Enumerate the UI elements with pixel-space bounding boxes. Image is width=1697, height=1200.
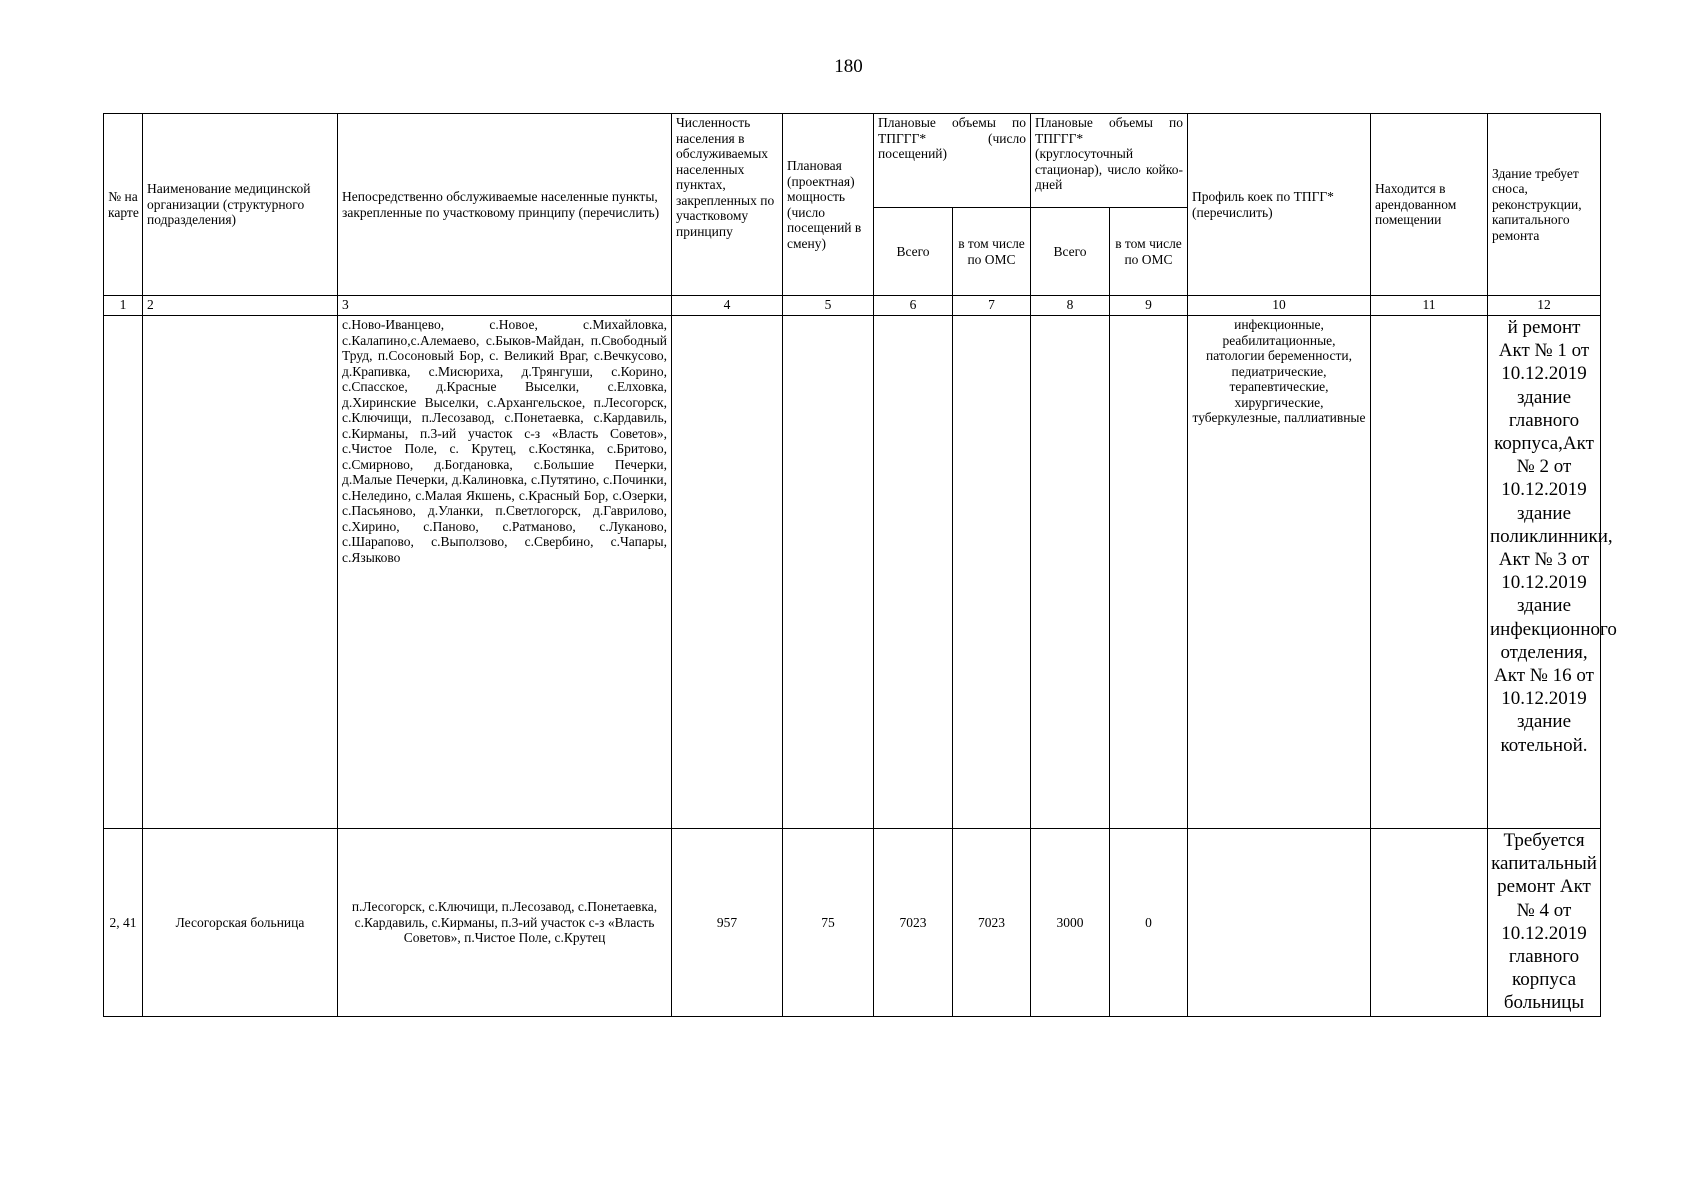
column-numbers-row xyxy=(104,296,1601,316)
cell-rented xyxy=(1371,316,1488,829)
column-number: 10 xyxy=(1188,296,1371,316)
column-number: 1 xyxy=(104,296,143,316)
cell-beds-oms xyxy=(1110,316,1188,829)
column-number: 3 xyxy=(338,296,672,316)
header-bed-day-volumes: Плановые объемы по ТПГГГ* (круглосуточный стационар), число койко-дней xyxy=(1031,114,1188,208)
header-building-state: Здание требует сноса, реконструкции, капитального ремонта xyxy=(1488,114,1601,296)
header-bed-profile: Профиль коек по ТПГГ* (перечислить) xyxy=(1188,114,1371,296)
cell-population: 957 xyxy=(672,829,783,1017)
column-number: 5 xyxy=(783,296,874,316)
medical-organizations-table xyxy=(103,113,1617,1017)
table-header-row xyxy=(104,114,1601,208)
column-number: 7 xyxy=(953,296,1031,316)
cell-beds-total: 3000 xyxy=(1031,829,1110,1017)
cell-map-number xyxy=(104,316,143,829)
header-population: Численность населения в обслуживаемых населенных пунктах, закрепленных по участковому принципу xyxy=(672,114,783,296)
cell-visits-oms xyxy=(953,316,1031,829)
cell-population xyxy=(672,316,783,829)
cell-beds-oms: 0 xyxy=(1110,829,1188,1017)
cell-building-state: Требуется капитальный ремонт Акт № 4 от 10.12.2019 главного корпуса больницы xyxy=(1488,829,1601,1017)
header-settlements: Непосредственно обслуживаемые населенные пункты, закрепленные по участковому принципу (перечислить) xyxy=(338,114,672,296)
cell-visits-oms: 7023 xyxy=(953,829,1031,1017)
cell-map-number: 2, 41 xyxy=(104,829,143,1017)
header-beds-oms: в том числе по ОМС xyxy=(1110,208,1188,296)
column-number: 12 xyxy=(1488,296,1601,316)
cell-capacity xyxy=(783,316,874,829)
header-capacity: Плановая (проектная) мощность (число посещений в смену) xyxy=(783,114,874,296)
cell-organization-name xyxy=(143,316,338,829)
page-number: 180 xyxy=(834,56,863,77)
cell-rented xyxy=(1371,829,1488,1017)
header-beds-total: Всего xyxy=(1031,208,1110,296)
column-number: 2 xyxy=(143,296,338,316)
cell-beds-total xyxy=(1031,316,1110,829)
column-number: 8 xyxy=(1031,296,1110,316)
header-organization-name: Наименование медицинской организации (структурного подразделения) xyxy=(143,114,338,296)
cell-settlements: п.Лесогорск, с.Ключищи, п.Лесозавод, с.Понетаевка, с.Кардавиль, с.Кирманы, п.3-ий участок с-з «Власть Советов», п.Чистое Поле, с.Крутец xyxy=(338,829,672,1017)
cell-organization-name: Лесогорская больница xyxy=(143,829,338,1017)
cell-capacity: 75 xyxy=(783,829,874,1017)
header-visits-oms: в том числе по ОМС xyxy=(953,208,1031,296)
cell-visits-total xyxy=(874,316,953,829)
header-map-number: № на карте xyxy=(104,114,143,296)
table-row xyxy=(104,829,1601,1017)
cell-bed-profile: инфекционные, реабилитационные, патологии беременности, педиатрические, терапевтические, хирургические, туберкулезные, паллиативные xyxy=(1188,316,1371,829)
cell-bed-profile xyxy=(1188,829,1371,1017)
column-number: 4 xyxy=(672,296,783,316)
column-number: 6 xyxy=(874,296,953,316)
column-number: 11 xyxy=(1371,296,1488,316)
cell-settlements: с.Ново-Иванцево, с.Новое, с.Михайловка, с.Калапино,с.Алемаево, с.Быков-Майдан, п.Свободный Труд, п.Сосоновый Бор, с. Великий Враг, с.Вечкусово, д.Крапивка, с.Мисюриха, д.Трянгуши, с.Корино, с.Спасское, д.Красные Выселки, с.Елховка, д.Хиринские Выселки, с.Архангельское, п.Лесогорск, с.Ключищи, п.Лесозавод, с.Понетаевка, с.Кардавиль, с.Кирманы, п.3-ий участок с-з «Власть Советов», с.Чистое Поле, с. Крутец, с.Костянка, с.Бритово, с.Смирново, д.Богдановка, с.Большие Печерки, д.Малые Печерки, д.Калиновка, с.Путятино, с.Починки, с.Неледино, с.Малая Якшень, с.Красный Бор, с.Озерки, с.Пасьяново, д.Уланки, п.Светлогорск, д.Гаврилово, с.Хирино, с.Паново, с.Ратманово, с.Луканово, с.Шарапово, с.Выползово, с.Свербино, с.Чапары, с.Языково xyxy=(338,316,672,829)
table-row xyxy=(104,316,1601,829)
column-number: 9 xyxy=(1110,296,1188,316)
header-visits-total: Всего xyxy=(874,208,953,296)
header-visit-volumes: Плановые объемы по ТПГГГ* (число посещений) xyxy=(874,114,1031,208)
cell-building-state: й ремонт Акт № 1 от 10.12.2019 здание главного корпуса,Акт № 2 от 10.12.2019 здание поликлинники, Акт № 3 от 10.12.2019 здание инфекционного отделения, Акт № 16 от 10.12.2019 здание котельной. xyxy=(1488,316,1601,829)
cell-visits-total: 7023 xyxy=(874,829,953,1017)
header-rented-premises: Находится в арендованном помещении xyxy=(1371,114,1488,296)
